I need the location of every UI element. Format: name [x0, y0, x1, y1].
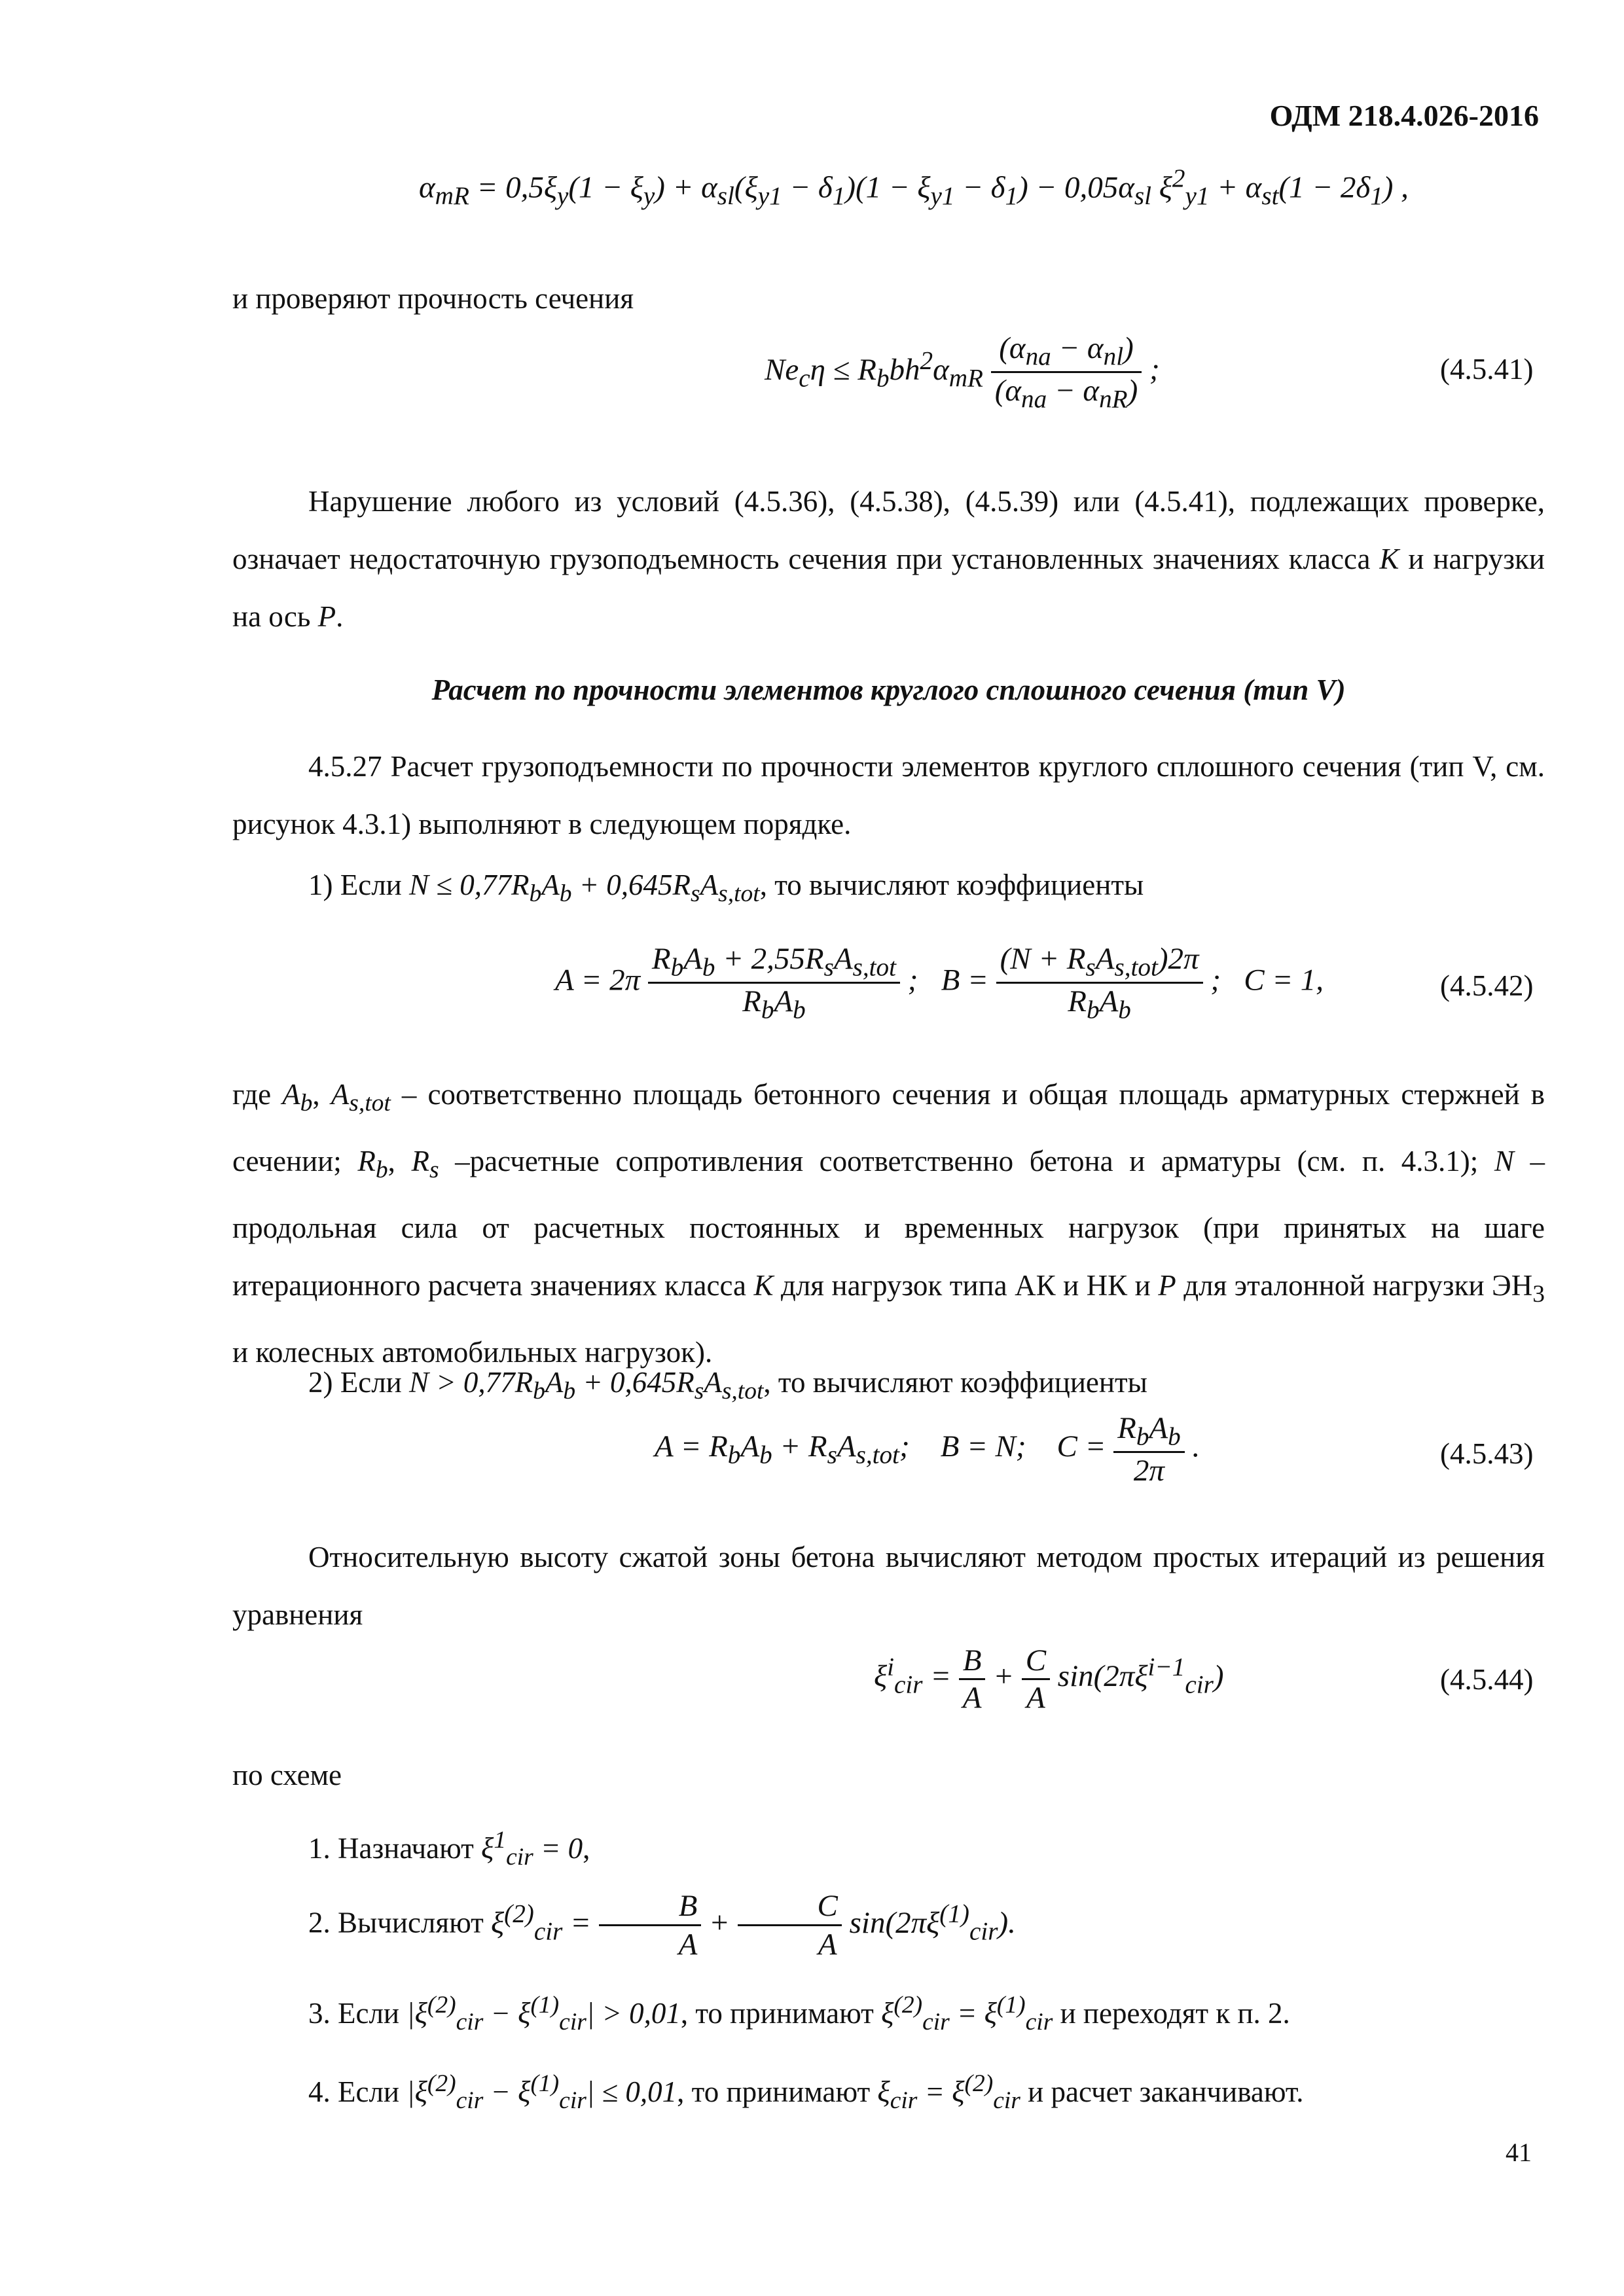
step-4-suffix: и расчет заканчивают. — [1028, 2075, 1304, 2108]
page-number: 41 — [1506, 2138, 1532, 2167]
formula-4-5-42-C: ; C = 1, — [1210, 963, 1324, 997]
formula-4-5-41-denominator: $(\alpha_{na} - \alpha_{nR})$ — [994, 374, 1138, 414]
formula-4-5-42-B-numerator: $(N + R_sA_{s,tot})2\pi$ — [996, 941, 1203, 984]
step-4-prefix: 4. Если — [308, 2075, 399, 2108]
formula-4-5-43-fraction — [1113, 1410, 1185, 1488]
item-2-condition: $N > 0,77R_bA_b + 0,645R_sA_{s,tot}$ — [408, 1366, 764, 1405]
step-3-assignment: $\xi^{(2)}_{cir} = \xi^{(1)}_{cir}$ — [881, 1992, 1053, 2036]
step-4-middle: , то принимают — [677, 2075, 871, 2108]
step-3-middle: , то принимают — [680, 1997, 874, 2030]
formula-alpha-mR: $\alpha_{mR} = 0,5\xi_y(1 - \xi_y) + \alpha_{sl}(\xi_{y1} - \delta_1)(1 - \xi_{y1} - \delta_1) - 0,05\alpha_{sl}$ $\xi^2_{y1} + \alpha_{st}(1 - 2\delta_1)$ , — [419, 164, 1409, 211]
step-3-suffix: и переходят к п. 2. — [1060, 1997, 1290, 2030]
formula-4-5-44-lhs: $\xi^i_{cir}$ = — [874, 1653, 951, 1699]
paragraph-scheme: по схеме — [232, 1759, 342, 1791]
formula-4-5-44-f2-numerator: C — [1022, 1643, 1050, 1680]
step-2 — [232, 1885, 1545, 1963]
formula-4-5-44-f1-denominator: A — [962, 1681, 982, 1715]
formula-4-5-41-lhs: $Ne_c\eta \le R_bbh^2\alpha_{mR}$ — [765, 346, 983, 393]
step-2-lhs: $\xi^{(2)}_{cir}$ = — [491, 1899, 591, 1946]
formula-4-5-44-f1-numerator: B — [959, 1643, 986, 1680]
formula-4-5-44-tail: $\sin(2\pi\xi^{i-1}_{cir})$ — [1057, 1653, 1224, 1699]
formula-4-5-42-A-fraction — [648, 941, 900, 1025]
item-1-condition: $N \le 0,77R_bA_b + 0,645R_sA_{s,tot}$ — [408, 869, 760, 907]
formula-4-5-44 — [874, 1643, 1224, 1715]
step-3-condition: $|\xi^{(2)}_{cir} - \xi^{(1)}_{cir}| > 0,01$ — [406, 1992, 681, 2036]
formula-4-5-43-lhs: $A = R_bA_b + R_sA_{s,tot}$; B = N; C = — [655, 1429, 1106, 1469]
step-2-tail: $\sin(2\pi\xi^{(1)}_{cir})$. — [849, 1899, 1016, 1946]
step-2-f2-numerator: C — [738, 1888, 842, 1926]
step-2-prefix: 2. Вычисляют — [308, 1906, 484, 1939]
formula-4-5-41 — [765, 331, 1160, 414]
step-4-condition: $|\xi^{(2)}_{cir} - \xi^{(1)}_{cir}| \le 0,01$ — [406, 2070, 677, 2114]
step-2-f2-denominator: A — [818, 1928, 837, 1962]
eq-number-4-5-41: (4.5.41) — [1440, 353, 1534, 386]
formula-4-5-42 — [555, 941, 1324, 1025]
step-1-prefix: 1. Назначают — [308, 1832, 474, 1865]
paragraph-where: где $A_b$, $A_{s,tot}$ – соответственно площадь бетонного сечения и общая площадь арматурных стержней в сечении; $R_b$, $R_s$ –расчетные сопротивления соответственно бетона и арматуры (см. п. 4.3.1); N – продольная сила от расчетных постоянных и временных нагрузок (при принятых на шаге итерационного расчета значениях класса K для нагрузок типа АК и НК и P для эталонной нагрузки $ЭН_3$ и колесных автомобильных нагрузок). — [232, 1078, 1545, 1369]
formula-4-5-44-fraction-2 — [1022, 1643, 1050, 1715]
formula-4-5-44-plus: + — [993, 1659, 1014, 1694]
formula-4-5-44-f2-denominator: A — [1026, 1681, 1045, 1715]
step-4-assignment: $\xi_{cir} = \xi^{(2)}_{cir}$ — [877, 2070, 1020, 2114]
step-2-f1-denominator: A — [678, 1928, 698, 1962]
paragraph-check: и проверяют прочность сечения — [232, 282, 634, 315]
formula-4-5-42-A-numerator: $R_bA_b + 2,55R_sA_{s,tot}$ — [648, 941, 900, 984]
step-2-plus: + — [709, 1905, 730, 1940]
paragraph-4-5-27: 4.5.27 Расчет грузоподъемности по прочности элементов круглого сплошного сечения (тип V, см. рисунок 4.3.1) выполняют в следующем порядке. — [232, 750, 1545, 840]
item-1-suffix: , то вычисляют коэффициенты — [759, 869, 1144, 901]
formula-4-5-41-tail: ; — [1149, 352, 1160, 387]
step-2-fraction-2 — [738, 1888, 842, 1963]
step-2-fraction-1 — [599, 1888, 702, 1963]
step-2-f1-numerator: B — [599, 1888, 702, 1926]
formula-4-5-42-A-lhs: A = 2π — [555, 963, 641, 997]
step-1-math: $\xi^1_{cir} = 0$ — [481, 1827, 583, 1871]
step-3 — [232, 1977, 1545, 2051]
document-code: ОДМ 218.4.026-2016 — [1269, 99, 1539, 132]
item-1-prefix: 1) Если — [308, 869, 402, 901]
formula-4-5-42-B-denominator: $R_bA_b$ — [1068, 984, 1131, 1024]
formula-4-5-43-denominator: 2π — [1133, 1454, 1164, 1488]
formula-4-5-44-fraction-1 — [959, 1643, 986, 1715]
formula-4-5-42-B-lhs: ; B = — [907, 963, 988, 997]
eq-number-4-5-44: (4.5.44) — [1440, 1663, 1534, 1696]
step-2-math — [491, 1889, 1016, 1962]
formula-4-5-41-numerator: $(\alpha_{na} - \alpha_{nl})$ — [991, 331, 1142, 373]
step-1 — [232, 1812, 1545, 1886]
formula-4-5-41-fraction — [991, 331, 1142, 414]
section-heading: Расчет по прочности элементов круглого сплошного сечения (тип V) — [431, 673, 1346, 706]
paragraph-relative-height: Относительную высоту сжатой зоны бетона вычисляют методом простых итераций из решения уравнения — [232, 1541, 1545, 1631]
formula-4-5-43 — [655, 1410, 1200, 1488]
formula-4-5-43-numerator: $R_bA_b$ — [1113, 1410, 1185, 1453]
item-2-prefix: 2) Если — [308, 1366, 402, 1399]
item-1 — [232, 856, 1545, 923]
formula-4-5-42-B-fraction — [996, 941, 1203, 1025]
formula-4-5-43-tail: . — [1192, 1429, 1200, 1464]
step-3-prefix: 3. Если — [308, 1997, 399, 2030]
formula-4-5-42-A-denominator: $R_bA_b$ — [742, 984, 806, 1024]
eq-number-4-5-42: (4.5.42) — [1440, 969, 1534, 1002]
step-1-suffix: , — [583, 1832, 590, 1865]
paragraph-violation: Нарушение любого из условий (4.5.36), (4.5.38), (4.5.39) или (4.5.41), подлежащих проверке, означает недостаточную грузоподъемность сечения при установленных значениях класса K и нагрузки на ось P. — [232, 485, 1545, 633]
item-2-suffix: , то вычисляют коэффициенты — [763, 1366, 1147, 1399]
step-4 — [232, 2055, 1545, 2130]
eq-number-4-5-43: (4.5.43) — [1440, 1437, 1534, 1470]
